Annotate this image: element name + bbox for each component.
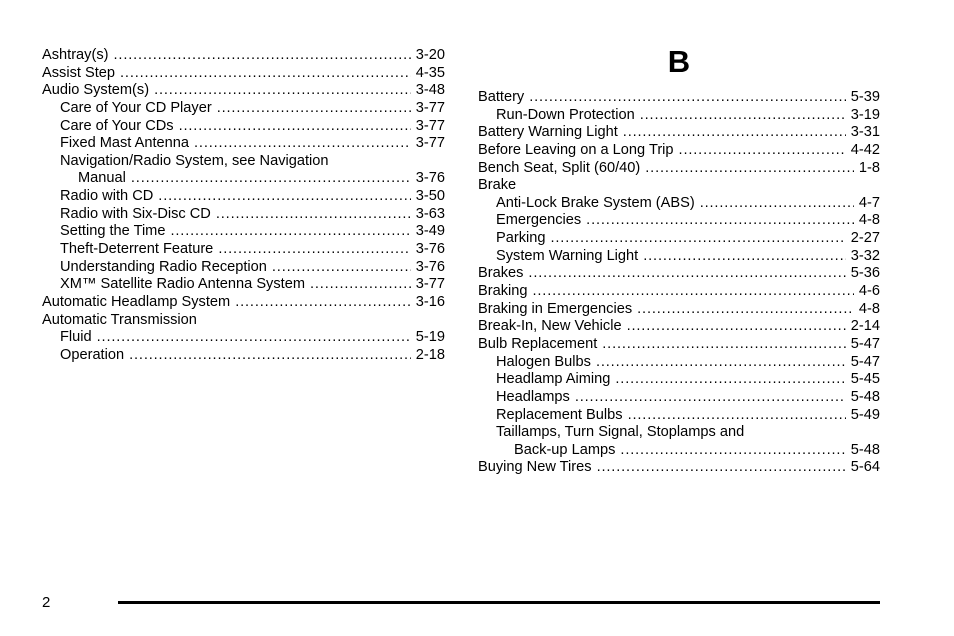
index-entry-page: 5-64 <box>850 459 880 476</box>
index-entry <box>478 248 880 266</box>
index-entry-label: Radio with Six-Disc CD <box>60 205 211 222</box>
index-entry-label: Halogen Bulbs <box>496 353 591 370</box>
index-entry-page: 3-16 <box>415 293 445 310</box>
index-entry <box>42 347 445 365</box>
index-entry-page: 3-77 <box>415 135 445 152</box>
index-entry <box>42 276 445 294</box>
index-entry-page: 5-49 <box>850 406 880 423</box>
dot-leader <box>615 371 845 389</box>
index-entry <box>42 206 445 224</box>
dot-leader <box>129 347 411 365</box>
index-entry <box>42 259 445 277</box>
dot-leader <box>623 124 846 142</box>
dot-leader <box>528 265 845 283</box>
index-entry <box>42 47 445 65</box>
dot-leader <box>586 212 854 230</box>
dot-leader <box>643 248 846 266</box>
index-entry <box>478 424 880 442</box>
dot-leader <box>637 301 854 319</box>
index-entry <box>42 188 445 206</box>
index-entry-page: 3-20 <box>415 47 445 63</box>
index-entry-page: 3-76 <box>415 170 445 187</box>
index-entry-page: 5-39 <box>850 89 880 105</box>
index-entry-page: 3-77 <box>415 99 445 116</box>
index-entry-page: 3-48 <box>415 82 445 99</box>
index-entry-label: Setting the Time <box>60 223 166 240</box>
index-entry <box>42 135 445 153</box>
dot-leader <box>97 329 411 347</box>
index-entry <box>478 407 880 425</box>
index-entry-page: 5-36 <box>850 265 880 282</box>
index-entry <box>478 212 880 230</box>
index-entry <box>478 336 880 354</box>
index-entry <box>478 459 880 477</box>
dot-leader <box>170 223 410 241</box>
dot-leader <box>114 47 411 65</box>
dot-leader <box>640 107 846 125</box>
index-entry-page: 3-63 <box>415 205 445 222</box>
index-entry-label: Braking <box>478 283 528 300</box>
dot-leader <box>218 241 410 259</box>
index-entry-label: Bulb Replacement <box>478 335 598 352</box>
dot-leader <box>194 135 411 153</box>
index-entry <box>478 195 880 213</box>
index-entry-page: 3-19 <box>850 106 880 123</box>
index-entry <box>478 124 880 142</box>
index-entry <box>42 312 445 330</box>
index-entry-label: Fixed Mast Antenna <box>60 135 189 152</box>
index-entry <box>478 283 880 301</box>
index-entry-page: 5-47 <box>850 353 880 370</box>
index-entry <box>42 118 445 136</box>
index-entry-label: Theft-Deterrent Feature <box>60 241 214 258</box>
index-entry <box>42 82 445 100</box>
index-column-right <box>478 44 880 477</box>
index-entry <box>42 153 445 171</box>
index-entry <box>42 241 445 259</box>
dot-leader <box>550 230 845 248</box>
index-entry-page: 3-32 <box>850 247 880 264</box>
dot-leader <box>602 336 846 354</box>
dot-leader <box>120 65 411 83</box>
index-entry-page: 3-76 <box>415 241 445 258</box>
index-entry <box>478 89 880 107</box>
index-entry <box>478 177 880 195</box>
index-entry-page: 3-49 <box>415 223 445 240</box>
index-letter-heading: B <box>667 44 691 79</box>
dot-leader <box>179 118 411 136</box>
index-entry-page: 4-8 <box>858 212 880 229</box>
index-entry <box>478 142 880 160</box>
index-entry-page: 4-35 <box>415 64 445 81</box>
index-entry-page: 5-48 <box>850 441 880 458</box>
index-entry-page: 3-77 <box>415 276 445 293</box>
index-entry-page: 3-77 <box>415 117 445 134</box>
index-entry-label: Battery Warning Light <box>478 124 618 141</box>
index-entry-label: Buying New Tires <box>478 459 592 476</box>
dot-leader <box>131 170 411 188</box>
dot-leader <box>272 259 411 277</box>
index-entry-label: Headlamps <box>496 388 570 405</box>
footer-rule <box>118 601 880 604</box>
index-entry-page: 2-27 <box>850 230 880 247</box>
index-entry-label: Emergencies <box>496 212 582 229</box>
index-entry <box>478 318 880 336</box>
index-entry-label: Replacement Bulbs <box>496 406 623 423</box>
dot-leader <box>628 407 846 425</box>
dot-leader <box>532 283 853 301</box>
index-entry-label: Parking <box>496 230 546 247</box>
index-entry-page: 4-7 <box>858 194 880 211</box>
index-entry-page: 5-19 <box>415 329 445 346</box>
index-entry <box>478 371 880 389</box>
dot-leader <box>627 318 846 336</box>
index-entry-label: Brakes <box>478 265 524 282</box>
index-entry-label: Care of Your CDs <box>60 117 174 134</box>
index-entry-label: Battery <box>478 89 525 105</box>
index-entry-label: XM™ Satellite Radio Antenna System <box>60 276 305 293</box>
index-entry-label: Brake <box>478 177 517 194</box>
index-entry-label: Radio with CD <box>60 188 154 205</box>
index-entry-label: Automatic Transmission <box>42 311 197 328</box>
index-entry-label: Ashtray(s) <box>42 47 109 63</box>
dot-leader <box>158 188 411 206</box>
index-entry-page: 3-76 <box>415 258 445 275</box>
dot-leader <box>575 389 846 407</box>
index-entry-label: System Warning Light <box>496 247 639 264</box>
index-entry-label: Back-up Lamps <box>514 441 616 458</box>
index-entry <box>42 223 445 241</box>
index-entry-page: 2-18 <box>415 346 445 363</box>
index-entry <box>42 100 445 118</box>
dot-leader <box>597 459 846 477</box>
dot-leader <box>217 100 411 118</box>
index-entry <box>478 301 880 319</box>
index-entry-page: 5-45 <box>850 371 880 388</box>
dot-leader <box>529 89 846 107</box>
index-entry-page: 1-8 <box>858 159 880 176</box>
index-entry-page: 5-47 <box>850 335 880 352</box>
dot-leader <box>235 294 411 312</box>
index-entry <box>42 294 445 312</box>
index-entry-label: Fluid <box>60 329 92 346</box>
index-entry <box>42 329 445 347</box>
index-entry-label: Care of Your CD Player <box>60 99 212 116</box>
index-entry-page: 3-50 <box>415 188 445 205</box>
index-entries-b <box>478 89 880 477</box>
index-entry-label: Assist Step <box>42 64 115 81</box>
index-entry-label: Audio System(s) <box>42 82 150 99</box>
index-entry <box>478 354 880 372</box>
index-entry-page: 4-6 <box>858 283 880 300</box>
index-entry-label: Anti-Lock Brake System (ABS) <box>496 194 695 211</box>
index-entry-label: Braking in Emergencies <box>478 300 633 317</box>
index-entry-label: Headlamp Aiming <box>496 371 611 388</box>
index-entry <box>478 389 880 407</box>
index-entry <box>42 170 445 188</box>
index-entry-label: Automatic Headlamp System <box>42 293 231 310</box>
dot-leader <box>216 206 411 224</box>
index-entry-page: 2-14 <box>850 318 880 335</box>
index-entry <box>42 65 445 83</box>
index-entry-label: Understanding Radio Reception <box>60 258 267 275</box>
index-entry-label: Run-Down Protection <box>496 106 635 123</box>
index-entry <box>478 265 880 283</box>
dot-leader <box>596 354 846 372</box>
index-entry-label: Break-In, New Vehicle <box>478 318 622 335</box>
index-entry <box>478 160 880 178</box>
index-entry-label: Navigation/Radio System, see Navigation <box>60 152 329 169</box>
page-number: 2 <box>42 594 51 611</box>
index-entry-label: Taillamps, Turn Signal, Stoplamps and <box>496 424 745 441</box>
index-entry <box>478 107 880 125</box>
dot-leader <box>154 82 411 100</box>
dot-leader <box>620 442 845 460</box>
dot-leader <box>310 276 411 294</box>
index-entry-label: Manual <box>78 170 126 187</box>
dot-leader <box>645 160 854 178</box>
index-entry-page: 3-31 <box>850 124 880 141</box>
index-entry-label: Bench Seat, Split (60/40) <box>478 159 641 176</box>
dot-leader <box>700 195 854 213</box>
index-entry-page: 4-8 <box>858 300 880 317</box>
index-entry-page: 5-48 <box>850 388 880 405</box>
index-entry <box>478 230 880 248</box>
index-entry-label: Before Leaving on a Long Trip <box>478 141 674 158</box>
index-entry-label: Operation <box>60 346 125 363</box>
index-entry-page: 4-42 <box>850 141 880 158</box>
dot-leader <box>679 142 846 160</box>
index-column-left <box>42 47 445 365</box>
index-entry <box>478 442 880 460</box>
